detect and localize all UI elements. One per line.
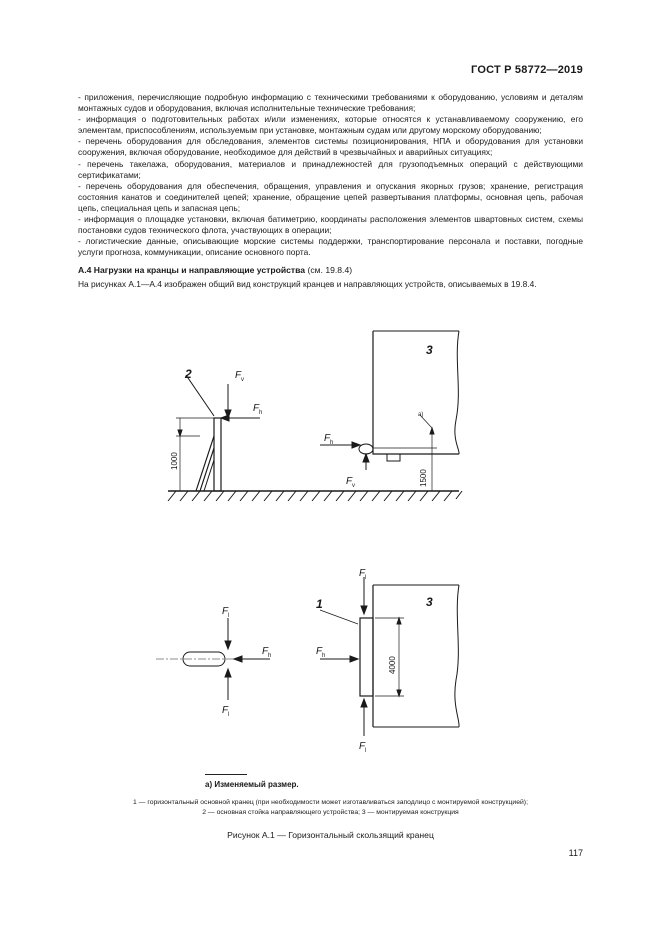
list-item: - информация о подготовительных работах и/или изменениях, которые относятся к устанавливаемому сооружению, его элементам, приспособлениям, используемым при установке, монтажным судам или другому морскому оборудованию; <box>78 114 583 136</box>
dim-1000: 1000 <box>170 452 179 470</box>
label-fv-bottom-sub: v <box>352 483 355 489</box>
section-title: Нагрузки на кранцы и направляющие устройства <box>93 265 306 276</box>
label-item-1: 1 <box>316 597 323 611</box>
figure-caption: Рисунок А.1 — Горизонтальный скользящий кранец <box>227 830 434 840</box>
figure-legend-line2: 2 — основная стойка направляющего устройства; 3 — монтируемая конструкция <box>202 809 459 816</box>
document-header: ГОСТ Р 58772—2019 <box>471 64 583 76</box>
section-ref: (см. 19.8.4) <box>307 265 353 276</box>
label-fh-bl-sub: h <box>268 653 272 659</box>
section-heading <box>78 264 583 276</box>
page-number: 117 <box>568 848 583 858</box>
section-body: На рисунках А.1—А.4 изображен общий вид конструкций кранцев и направляющих устройств, описываемых в 19.8.4. <box>78 279 537 290</box>
label-fv-bottom: F <box>346 476 353 487</box>
label-fh-right-sub: h <box>330 440 334 446</box>
label-fv-top: F <box>235 370 242 381</box>
structure-side-view <box>320 331 459 491</box>
label-item-3-top: 3 <box>426 343 433 357</box>
section-number: А.4 <box>78 265 92 276</box>
label-fl-a: F <box>222 606 229 617</box>
list-item: - перечень такелажа, оборудования, материалов и принадлежностей для грузоподъемных операций с действующими сертификатами; <box>78 158 583 180</box>
label-fh-right: F <box>324 433 331 444</box>
label-fl-b-sub: l <box>228 712 230 718</box>
footnote: а) Изменяемый размер. <box>205 780 299 789</box>
list-item: - перечень оборудования для обследования, элементов системы позиционирования, НПА и оборудования для установки сооружения, включая оборудование, необходимое для действий в чрезвычайных и аварийных ситуациях; <box>78 136 583 158</box>
guide-post <box>176 375 263 491</box>
dim-4000: 4000 <box>388 656 397 674</box>
body-text <box>78 92 583 291</box>
list-item: - приложения, перечисляющие подробную информацию с техническими требованиями к оборудованию, условиям и деталям монтажных судов и оборудования, включая исполнительные технические требования; <box>78 92 583 114</box>
label-fl-c-sub: l <box>365 575 367 581</box>
label-fh-br-sub: h <box>322 653 326 659</box>
list-item: - логистические данные, описывающие морские системы поддержки, транспортирование персонала и поставки, погодные услуги прогноза, коммуникации, описание основного порта. <box>78 236 583 258</box>
label-fl-c: F <box>359 568 366 579</box>
list-item: - информация о площадке установки, включая батиметрию, координаты расположения элементов швартовных систем, схемы постановки судов технического флота, участвующих в операции; <box>78 214 583 236</box>
label-fl-a-sub: l <box>228 613 230 619</box>
label-fh-top: F <box>253 403 260 414</box>
label-fh-bl: F <box>262 646 269 657</box>
label-item-2: 2 <box>185 367 192 381</box>
structure-front-view <box>320 577 459 736</box>
label-item-3-bottom: 3 <box>426 595 433 609</box>
figure-legend-line1: 1 — горизонтальный основной кранец (при необходимости может изготавливаться заподлицо с монтируемой конструкцией); <box>133 799 528 806</box>
ground-hatching <box>168 491 462 501</box>
label-fv-top-sub: v <box>241 377 244 383</box>
footnote-divider <box>205 774 247 775</box>
list-item: - перечень оборудования для обеспечения, обращения, управления и опускания якорных грузов; хранение, регистрация состояния канатов и соединителей цепей; хранение, обращение цепей развертывания платформы, основная цепь, рабочая цепь, специальная цепь и запасная цепь; <box>78 180 583 213</box>
footnote-mark: a) <box>418 412 424 418</box>
label-fl-d: F <box>359 741 366 752</box>
dim-1500: 1500 <box>419 469 428 487</box>
label-fh-top-sub: h <box>259 410 263 416</box>
label-fl-b: F <box>222 705 229 716</box>
label-fl-d-sub: l <box>365 748 367 754</box>
fender-top-view <box>156 618 270 700</box>
label-fh-br: F <box>316 646 323 657</box>
